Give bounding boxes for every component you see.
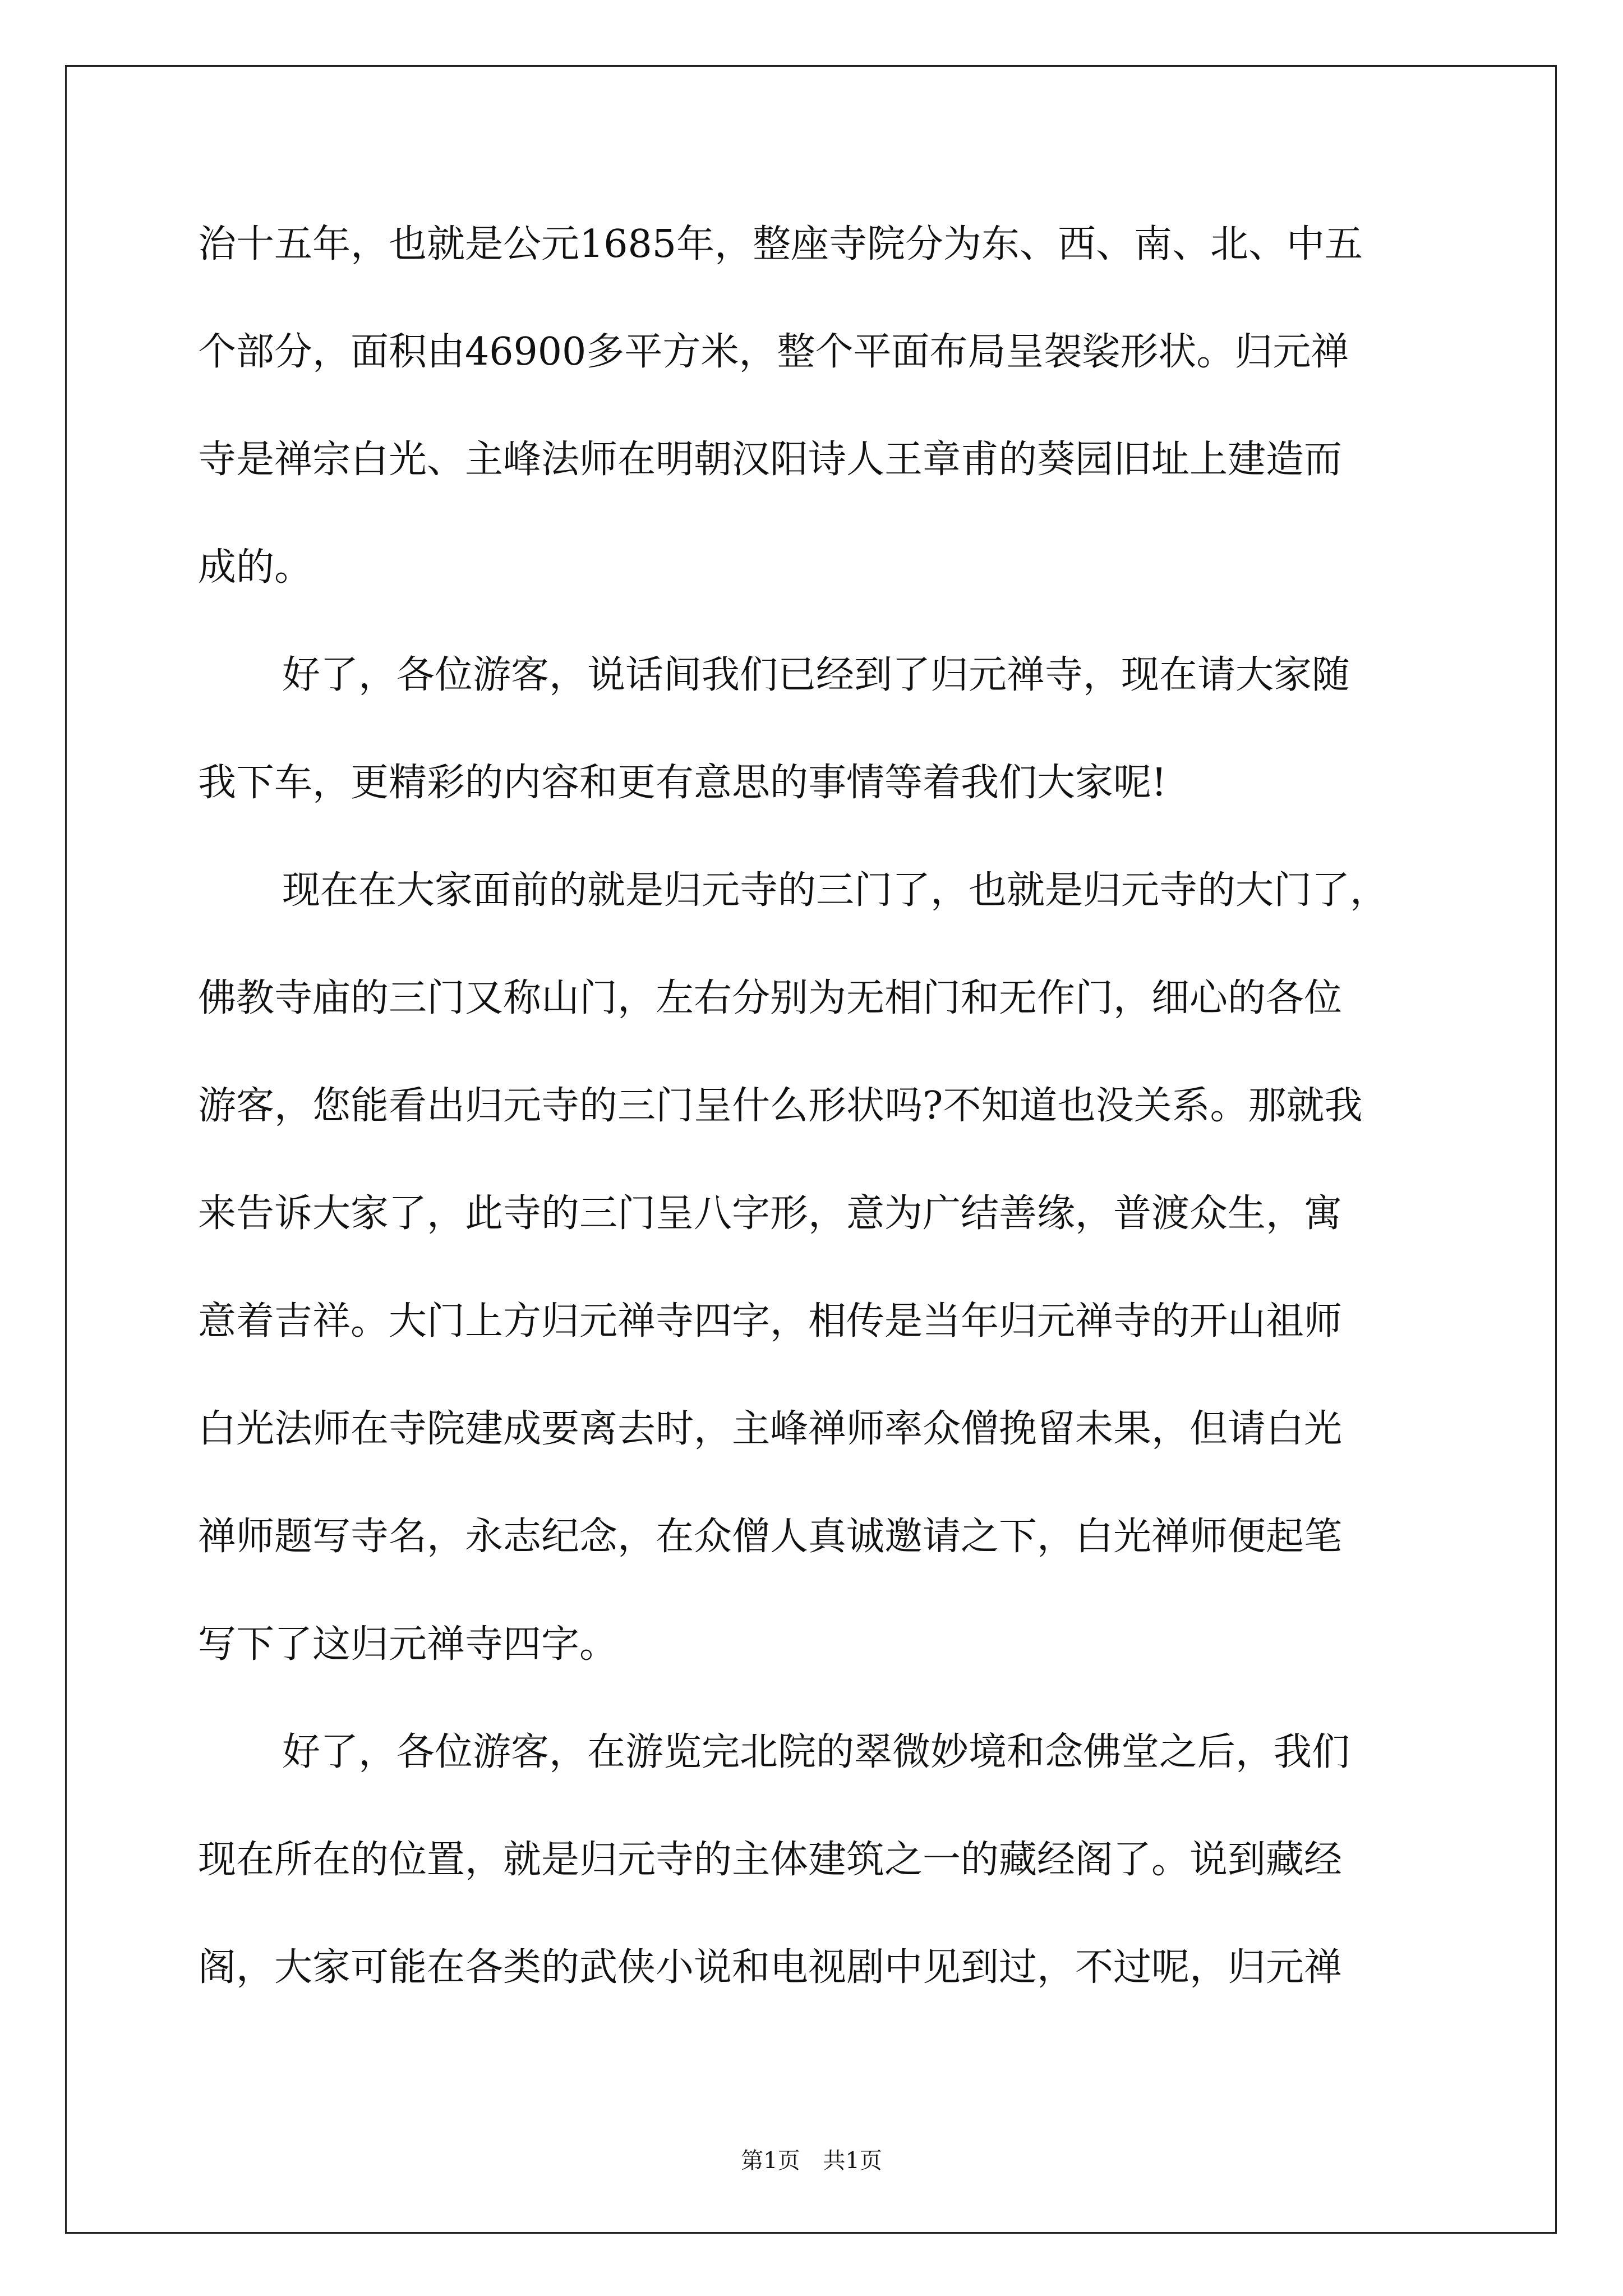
text-line: 佛教寺庙的三门又称山门，左右分别为无相门和无作门，细心的各位 <box>198 976 1343 1020</box>
text-line: 阁，大家可能在各类的武侠小说和电视剧中见到过，不过呢，归元禅 <box>198 1945 1343 1990</box>
text-line: 好了，各位游客，说话间我们已经到了归元禅寺，现在请大家随 <box>282 653 1350 697</box>
text-line: 白光法师在寺院建成要离去时，主峰禅师率众僧挽留未果，但请白光 <box>198 1407 1343 1451</box>
text-line: 我下车，更精彩的内容和更有意思的事情等着我们大家呢! <box>198 761 1167 805</box>
text-line: 写下了这归元禅寺四字。 <box>198 1622 618 1667</box>
text-line: 禅师题写寺名，永志纪念，在众僧人真诚邀请之下，白光禅师便起笔 <box>198 1515 1343 1559</box>
text-line: 好了，各位游客，在游览完北院的翠微妙境和念佛堂之后，我们 <box>282 1730 1350 1774</box>
text-line: 意着吉祥。大门上方归元禅寺四字，相传是当年归元禅寺的开山祖师 <box>198 1299 1343 1343</box>
text-line: 个部分，面积由46900多平方米，整个平面布局呈袈裟形状。归元禅 <box>198 330 1349 374</box>
text-line: 寺是禅宗白光、主峰法师在明朝汉阳诗人王章甫的葵园旧址上建造而 <box>198 438 1343 482</box>
page-footer <box>0 2144 1623 2178</box>
text-line: 现在所在的位置，就是归元寺的主体建筑之一的藏经阁了。说到藏经 <box>198 1838 1343 1882</box>
text-line: 现在在大家面前的就是归元寺的三门了，也就是归元寺的大门了， <box>282 868 1389 913</box>
page-total: 共1页 <box>823 2148 882 2174</box>
text-line: 游客，您能看出归元寺的三门呈什么形状吗?不知道也没关系。那就我 <box>198 1084 1363 1128</box>
text-line: 来告诉大家了，此寺的三门呈八字形，意为广结善缘，普渡众生，寓 <box>198 1191 1343 1236</box>
text-line: 治十五年，也就是公元1685年，整座寺院分为东、西、南、北、中五 <box>198 222 1363 266</box>
page-number: 第1页 <box>741 2148 800 2174</box>
text-line: 成的。 <box>198 545 313 590</box>
document-body <box>198 213 1429 2044</box>
